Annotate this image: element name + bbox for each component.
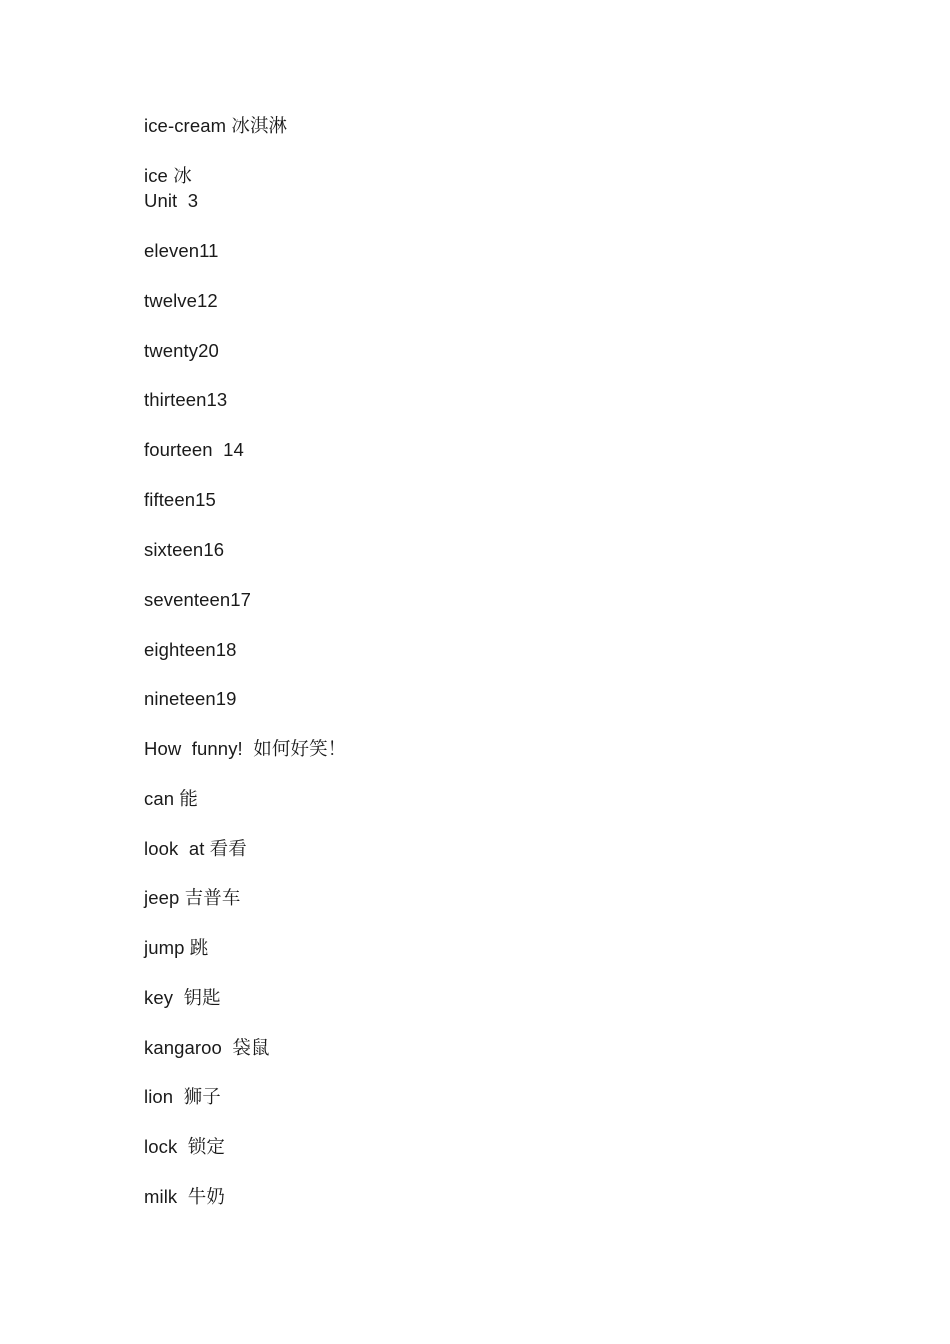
vocab-line-twelve: twelve12 — [144, 290, 218, 311]
vocab-line-jeep: jeep 吉普车 — [144, 887, 241, 908]
vocab-line-key: key 钥匙 — [144, 987, 221, 1008]
vocab-line-nineteen: nineteen19 — [144, 688, 237, 709]
vocab-line-milk: milk 牛奶 — [144, 1186, 225, 1207]
vocab-line-can: can 能 — [144, 788, 198, 809]
vocab-line-seventeen: seventeen17 — [144, 589, 252, 610]
vocab-line-lion: lion 狮子 — [144, 1086, 221, 1107]
vocab-line-thirteen: thirteen13 — [144, 389, 228, 410]
vocab-line-ice-cream: ice-cream 冰淇淋 — [144, 115, 288, 136]
unit-heading: Unit 3 — [144, 190, 199, 211]
vocab-line-sixteen: sixteen16 — [144, 539, 225, 560]
vocab-line-lock: lock 锁定 — [144, 1136, 225, 1157]
vocab-line-kangaroo: kangaroo 袋鼠 — [144, 1037, 270, 1058]
vocab-line-fifteen: fifteen15 — [144, 489, 216, 510]
vocab-line-fourteen: fourteen 14 — [144, 439, 244, 460]
vocab-line-look-at: look at 看看 — [144, 838, 247, 859]
vocab-line-eighteen: eighteen18 — [144, 639, 237, 660]
vocab-line-jump: jump 跳 — [144, 937, 209, 958]
vocab-line-how-funny: How funny! 如何好笑！ — [144, 738, 347, 759]
vocab-line-ice: ice 冰 — [144, 165, 192, 186]
vocab-line-eleven: eleven11 — [144, 240, 219, 261]
vocab-line-twenty: twenty20 — [144, 340, 219, 361]
